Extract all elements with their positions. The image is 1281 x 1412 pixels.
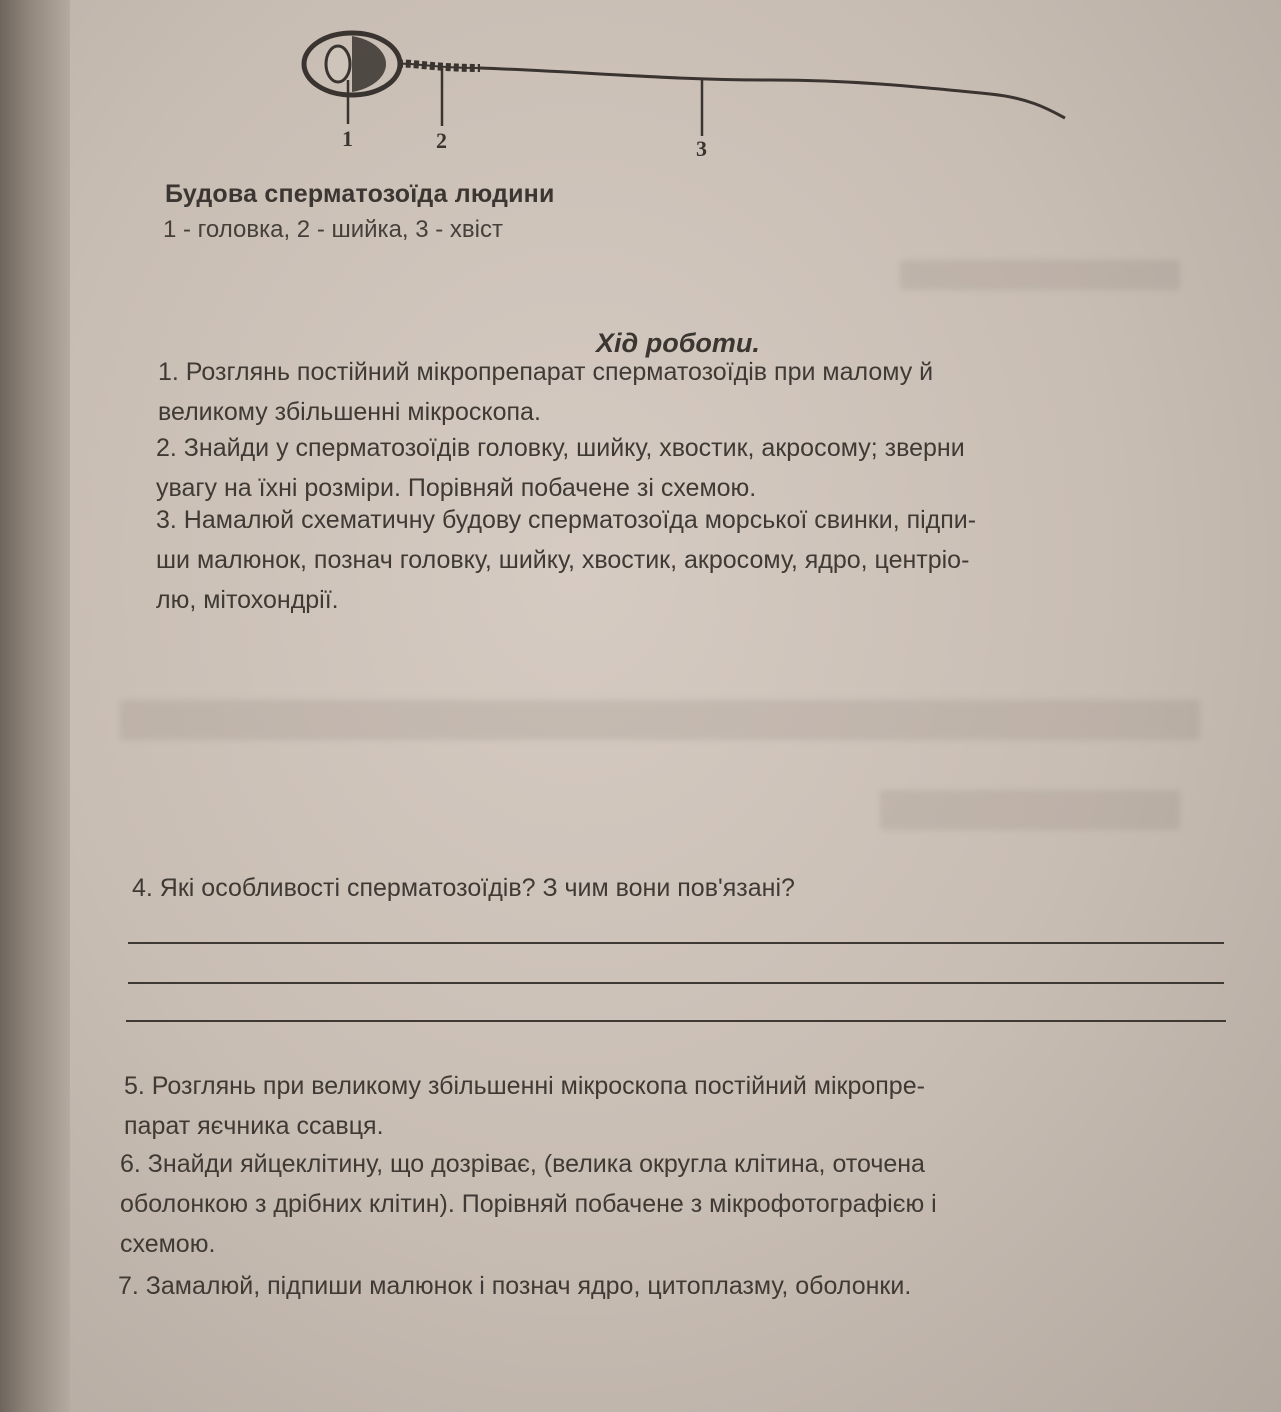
- step-3: [156, 500, 1214, 620]
- label-tail-number: 3: [696, 136, 707, 161]
- step-2-line: 2. Знайди у сперматозоїдів головку, шийку, хвостик, акросому; зверни: [156, 434, 965, 462]
- step-5-line: парат яєчника ссавця.: [124, 1112, 384, 1140]
- step-4-question: [132, 868, 1132, 908]
- step-3-line: 3. Намалюй схематичну будову сперматозоїда морської свинки, підпи-: [156, 506, 977, 534]
- bleed-through-smudge: [880, 790, 1180, 830]
- book-spine-shadow: [0, 0, 70, 1412]
- step-3-line: лю, мітохондрії.: [156, 586, 339, 614]
- step-1-line: великому збільшенні мікроскопа.: [158, 398, 541, 426]
- bleed-through-smudge: [900, 260, 1180, 290]
- step-7-line: 7. Замалюй, підпиши малюнок і познач ядро, цитоплазму, оболонки.: [118, 1272, 912, 1300]
- label-neck-number: 2: [436, 128, 447, 153]
- bleed-through-smudge: [120, 700, 1200, 740]
- step-1: [158, 352, 1213, 432]
- step-6-line: оболонкою з дрібних клітин). Порівняй побачене з мікрофотографією і: [120, 1190, 937, 1218]
- step-2-line: увагу на їхні розміри. Порівняй побачене зі схемою.: [156, 474, 757, 502]
- sperm-diagram: [290, 22, 1080, 172]
- step-2: [156, 428, 1214, 508]
- answer-line[interactable]: [128, 942, 1224, 944]
- step-7: [118, 1266, 1218, 1306]
- step-1-line: 1. Розглянь постійний мікропрепарат сперматозоїдів при малому й: [158, 358, 934, 386]
- step-6-line: схемою.: [120, 1230, 216, 1258]
- answer-line[interactable]: [126, 1020, 1226, 1022]
- step-5-line: 5. Розглянь при великому збільшенні мікроскопа постійний мікропре-: [124, 1072, 925, 1100]
- step-6-line: 6. Знайди яйцеклітину, що дозріває, (велика округла клітина, оточена: [120, 1150, 925, 1178]
- label-head-number: 1: [342, 126, 353, 151]
- figure-caption-title: Будова сперматозоїда людини: [165, 180, 555, 208]
- step-4-line: 4. Які особливості сперматозоїдів? З чим вони пов'язані?: [132, 874, 795, 902]
- step-6: [120, 1144, 1236, 1264]
- figure-caption-legend: 1 - головка, 2 - шийка, 3 - хвіст: [163, 216, 504, 243]
- step-3-line: ши малюнок, познач головку, шийку, хвостик, акросому, ядро, центріо-: [156, 546, 970, 574]
- section-title: Хід роботи.: [596, 328, 760, 358]
- answer-line[interactable]: [128, 982, 1224, 984]
- step-5: [124, 1066, 1236, 1146]
- sperm-diagram-drawing: [290, 22, 1080, 172]
